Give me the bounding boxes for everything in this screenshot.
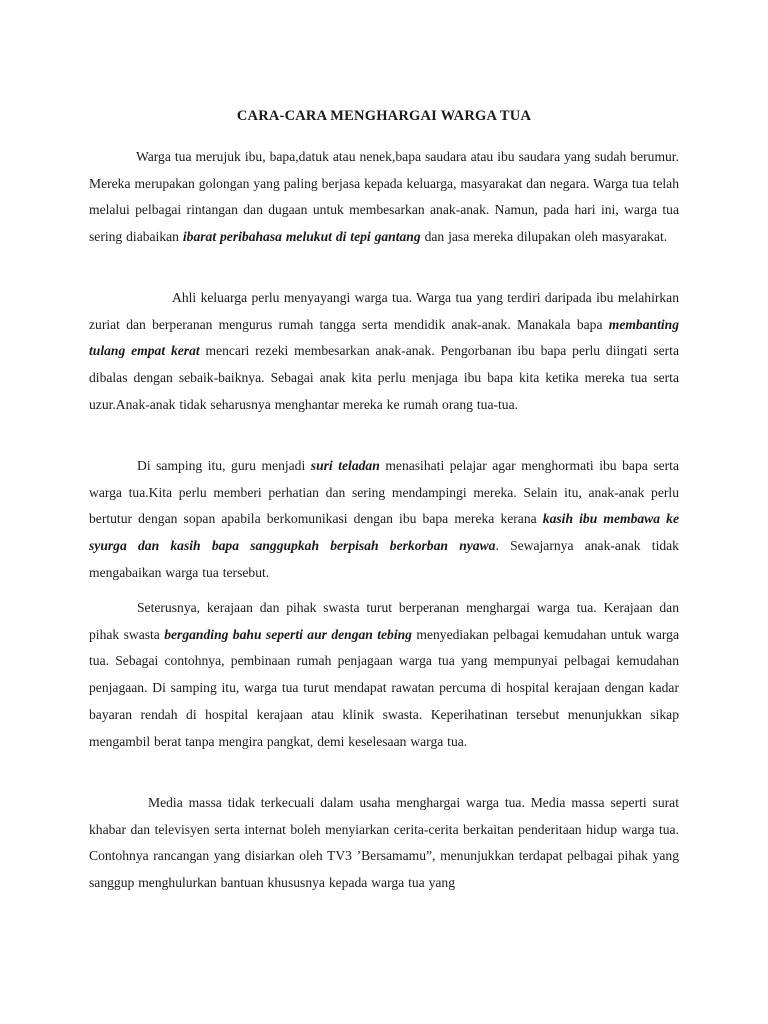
paragraph-text: Warga tua merujuk ibu, bapa,datuk atau nenek,bapa saudara atau ibu saudara yang sudah berumur. Mereka merupakan golongan yang paling berjasa kepada keluarga, masyarakat dan negara. Warga tua telah melalui pelbagai rintangan dan dugaan untuk membesarkan anak-anak. Namun, pada hari ini, warga tua sering diabaikan bbox=[89, 149, 679, 245]
paragraph-text: Ahli keluarga perlu menyayangi warga tua. Warga tua yang terdiri daripada ibu melahirkan zuriat dan berperanan mengurus rumah tangga serta mendidik anak-anak. Manakala bapa bbox=[89, 290, 679, 332]
idiom-phrase: berganding bahu seperti aur dengan tebing bbox=[164, 626, 412, 642]
paragraph-text: menasihati pelajar agar menghormati ibu bapa serta warga tua.Kita perlu memberi perhatian dan sering mendampingi mereka. Selain itu, anak-anak perlu bertutur dengan sopan apabila berkomunikasi dengan ibu bapa mereka kerana bbox=[89, 458, 679, 527]
paragraph-introduction bbox=[89, 144, 679, 251]
paragraph-text: mencari rezeki membesarkan anak-anak. Pengorbanan ibu bapa perlu diingati serta dibalas dengan sebaik-baiknya. Sebagai anak kita perlu menjaga ibu bapa kita ketika mereka tua serta uzur.Anak-anak tidak seharusnya menghantar mereka ke rumah orang tua-tua. bbox=[89, 343, 679, 412]
paragraph-government bbox=[89, 595, 679, 755]
paragraph-text: . Sewajarnya anak-anak tidak mengabaikan warga tua tersebut. bbox=[89, 538, 679, 580]
paragraph-teachers bbox=[89, 453, 679, 587]
idiom-phrase: suri teladan bbox=[310, 458, 380, 473]
idiom-phrase: ibarat peribahasa melukut di tepi gantang bbox=[182, 229, 421, 245]
idiom-phrase: kasih ibu membawa ke syurga dan kasih bapa sanggupkah berpisah berkorban nyawa bbox=[89, 511, 679, 554]
paragraph-text: Media massa tidak terkecuali dalam usaha menghargai warga tua. Media massa seperti surat khabar dan televisyen serta internat boleh menyiarkan cerita-cerita berkaitan penderitaan hidup warga tua. Contohnya rancangan yang disiarkan oleh TV3 ’Bersamamu”, menunjukkan terdapat pelbagai pihak yang sanggup menghulurkan bantuan khususnya kepada warga tua yang bbox=[89, 795, 679, 891]
paragraph-text: Seterusnya, kerajaan dan pihak swasta turut berperanan menghargai warga tua. Kerajaan dan pihak swasta bbox=[89, 600, 679, 642]
paragraph-family bbox=[89, 285, 679, 419]
document-title: CARA-CARA MENGHARGAI WARGA TUA bbox=[236, 108, 532, 124]
paragraph-text: dan jasa mereka dilupakan oleh masyarakat. bbox=[420, 229, 668, 245]
paragraph-text: menyediakan pelbagai kemudahan untuk warga tua. Sebagai contohnya, pembinaan rumah penjagaan warga tua yang mempunyai pelbagai kemudahan penjagaan. Di samping itu, warga tua turut mendapat rawatan percuma di hospital kerajaan dengan kadar bayaran rendah di hospital kerajaan atau klinik swasta. Keperihatinan tersebut menunjukkan sikap mengambil berat tanpa mengira pangkat, demi keselesaan warga tua. bbox=[89, 626, 679, 749]
idiom-phrase: membanting tulang empat kerat bbox=[89, 316, 679, 359]
paragraph-media bbox=[89, 790, 679, 897]
paragraph-text: Di samping itu, guru menjadi bbox=[137, 458, 311, 473]
